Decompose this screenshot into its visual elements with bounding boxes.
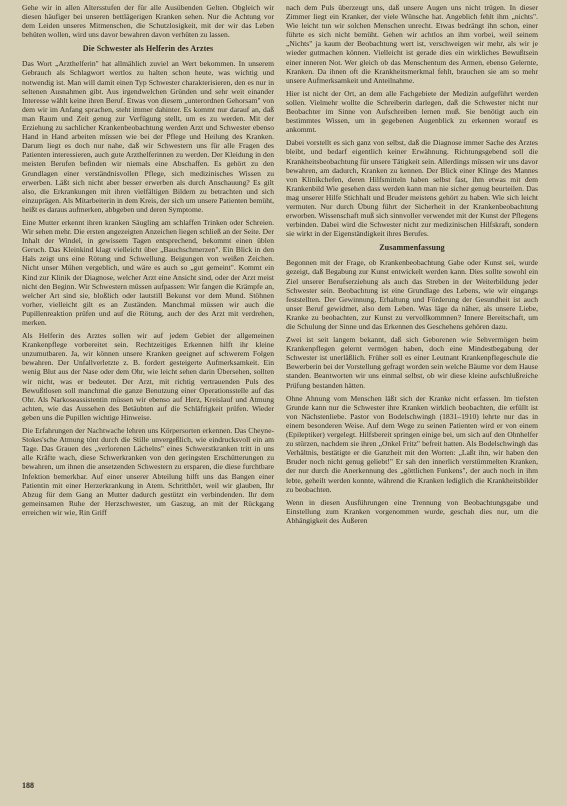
paragraph: Wenn in diesen Ausführungen eine Trennung von Beobachtungsgabe und Einstellung zum Kranken vorgenommen wurde, geschah dies nur, um die Abhängigkeit des Äußeren — [286, 497, 538, 525]
left-column — [22, 3, 274, 521]
paragraph: nach dem Puls überzeugt uns, daß unsere Augen uns nicht trügen. In dieser Zimmer liegt ein Kranker, der viele Wünsche hat. Angeblich fehlt ihm „nichts". Wie leicht tun wir solchen Menschen unrecht. Etwas bedrängt ihn schon, einer führte es sich nicht bemüht. Gehen wir achtlos an ihm vorbei, weil seinem „Nichts" ja kaum der Beobachtung wert ist, verschweigen wir mehr, als wir je wieder gutmachen können. Vielleicht ist gerade dies ein wirkliches Bewußtsein einer inneren Not. Wer gleich ob das Menschentum des Armen, ebenso Gelernte, Kranken. Da ihnen oft die Krankheitsmerkmal fehlt, brauchen sie am so mehr unsere Aufmerksamkeit und Anteilnahme. — [286, 3, 538, 85]
paragraph: Dabei vorstellt es sich ganz von selbst, daß die Diagnose immer Sache des Arztes bleibt, und bedarf eigentlich keiner Erwähnung. Richtungsgebend soll die Krankheitsbeobachtung für unsere Tätigkeit sein. Allerdings müssen wir uns davor bewahren, am dadurch, Kranken zu kennen. Der Blick einer Klinge des Mannes von Klinikchefen, deren Hilfsmitteln haben selbst fast, ihm etwas mit dem Krankenbild Wie gesehen dass werden kann man nie sicher genug beurteilen. Das mag unserer Hilfe Stichhalt und Bruder meistens gehört zu haben. Wie sich leicht vermuten. Nur durch Übung führt der Sicherheit in der Krankenbeobachtung erworben. Wissenschaft muß sich sinnvoller verwendet mit der Kunst der Pflegens verbinden. Dabei wird die Schwester nicht zur medizinischen Hilfskraft, sondern sie wirkt in der Eigenständigkeit ihres Berufes. — [286, 138, 538, 239]
paragraph: Eine Mutter erkennt ihren kranken Säugling am schlaffen Trinken oder Schreien. Wir sehen mehr. Die ersten angezeigten Anzeichen liegen schließ an der Seite. Der Inhalt der Windel, in gewissem Tagen entsprechend, bekommt einen üblen Geruch. Das Kleinkind klagt vielleicht über „Bauchschmerzen". Ein Blick in den Hals zeigt uns eine Rötung und Schwellung. Beigungen von weißen Zeichen. Nicht unser Mühen vergeblich, und wäre es auch so „gut gemeint". Kommt ein Kind zur Klinik der Diagnose, welcher Arzt eine Ansicht sind, oder der Arzt meist nicht den Beginn. Wir Schwestern müssen aufpassen: Wir fangen die Krämpfe an, welcher Art sind sie, bloßlich oder lautstill Bekunst vor dem Mund. Stöhnen vorher, vielleicht gilt es an Zuständen. Manchmal müssen wir auch die Pupillenreaktion prüfen und auf die Rötung, auch der des Arzt mit verdrehen, merken. — [22, 217, 274, 327]
paragraph: Gehe wir in allen Altersstufen der für alle Ausübenden Gelten. Obgleich wir diesen häufiger bei unseren bettlägerigen Kranken sehen. Nur die Achtung vor dem Leiden unseres Mitmenschen, die Schutzlosigkeit, mit der wir das Leben behüten wollen, wird uns davor bewahren davon verhüten zu lassen. — [22, 3, 274, 40]
paragraph: Zwei ist seit langem bekannt, daß sich Geborenen wie Sehvermögen beim Krankenpflegen gelernt vermögen haben, doch eine Mindestbegabung der Schwester ist unerläßlich. Früher soll es einer Leutnant Krankenpflegeschule die Bewerberin bei der Vorstellung gefragt worden sein welche Bäume vor dem Hause standen. Beantworten wir uns einmal selbst, ob wir diese kleine aufschlußreiche Prüfung bestanden hätten. — [286, 335, 538, 390]
section-heading: Die Schwester als Helferin des Arztes — [82, 44, 214, 54]
paragraph: Das Wort „Arzthelferin" hat allmählich zuviel an Wert bekommen. In unserem Gebrauch als Schlagwort wertlos zu halten schon heute, was wichtig und notwendig ist. Man will damit einen Typ Schwester charakterisieren, den es nur in seltenen Ausnahmen gibt. Aus irgendwelchen Gründen und sehr weit einander Interesse wählt keine ihren Beruf. Etwas von diesem „unterordnen Gehorsam" von dem wir im Anfang sprachen, steht immer dahinter. Es kommt nur darauf an, daß man Raum und Zeit genug zur Verfügung stellt, um es zu werden. Mit der Erziehung zu sachlicher Krankenbeobachtung werden Arzt und Schwester ebenso Hand in Hand arbeiten müssen wie bei der Pflege und Heilung des Kranken. Darum liegt es doch nur nahe, daß wir Schwestern uns für alle Fragen des Patienten interessieren, auch gute Arzthelferinnen zu werden. Der Kleidung in den meisten Berufen befinden wir niemals eine Abschaffen. Es gehört zu den Grundlagen einer verständnisvollen Pflege, sich medizinisches Wissen zu erwerben. Läßt sich nicht aber besser erwerben als durch Anschauung? Es gilt also, die Erkrankungen mit ihren vielfältigen Bildern zu betrachten und sich einzuprägen. Als Mitarbeiterin in dem Kreis, der sich um unsere Patienten bemüht, heißt es daraus aufmerken, abbgeben und deren Symptome. — [22, 59, 274, 214]
paragraph: Ohne Ahnung vom Menschen läßt sich der Kranke nicht erfassen. Im tiefsten Grunde kann nur die Schwester ihre Kranken wirklich beobachten, die erfüllt ist von Nächstenliebe. Pastor von Bodelschwingh (1831–1910) lehrte nur das in einem besonderen Weise. Auf dem Wege zu seinen Patienten wird er von einem (Epileptiker) vergelegt. Hilfsbereit springen einige bei, um sich auf den Ohnhelfer zu stürzen, nachdem sie ihren „Onkel Fritz" befreit hatten. Als Bodelschwingh das Verhältnis, bestätigte er die Ganzheit mit den Worten: „Laßt ihn, wir haben den Bruder noch nicht genug geliebt!" Er sah den innerlich verstümmelten Kranken, der nur durch die Anerkennung des „göttlichen Funkens", der auch noch in ihm lebte, geheilt werden konnte, während die Kranken lediglich die Krankheitsbilder zu beobachten. — [286, 393, 538, 494]
page-number: 188 — [22, 781, 34, 790]
right-column — [286, 3, 538, 529]
paragraph: Hier ist nicht der Ort, an dem alle Fachgebiete der Medizin aufgeführt werden sollen. Vielmehr wollte die Schreiberin darlegen, daß die Schwester nicht nur Beobachter im Sinne von Aufschreiben lernen muß. Sie benötigt auch ein bestimmtes Wissen, um in gegebenen Augenblick zu erkennen worauf es ankommt. — [286, 88, 538, 135]
paragraph: Als Helferin des Arztes sollen wir auf jedem Gebiet der allgemeinen Krankenpflege vorbereitet sein. Rechtzeitiges Erkennen hilft ihr kleine unzumutbaren. Ja, wir können unsere Kranken geeignet auf schwerem Folgen bewahren. Der Unfallverletzte z. B. fordert gesteigerte Aufmerksamkeit. Ein wenig Blut aus der Nase oder dem Ohr, wie leicht sehen darin Übersehen, sollten wir nicht, was er bedeutet. Der Arzt, mit richtig vertrauenden Puls des Bewußtlosen soll manchmal die ganze Benutzung einer Operationsstelle auf das Ohr. Als Narkoseassistentin müssen wir ebenso auf Herz, Kreislauf und Atmung achten, wie das Aussehen des Betäubten auf die Schläfrigkeit prüfen. Wieder geben uns die Pupillen wichtige Hinweise. — [22, 331, 274, 422]
paragraph: Begonnen mit der Frage, ob Krankenbeobachtung Gabe oder Kunst sei, wurde gezeigt, daß Begabung zur Kunst entwickelt werden kann. Dies sollte sowohl ein Ziel unserer Berufserziehung als auch das Streben in der Weiterbildung jeder Schwester sein. Beobachtung ist eine Grundlage des Lebens, wie wir eingangs feststellten. Der Gewinnung, Erhaltung und Förderung der Gesundheit ist auch unser Beruf gewidmet, also dem Leben. Was läge da näher, als unsere Liebe, Kranke zu beobachten, zur Kunst zu vervollkommnen? Innere Bereitschaft, um die Schulung der Sinne und das Erkennen des Geschehens gehören dazu. — [286, 258, 538, 331]
section-heading: Zusammenfassung — [379, 243, 445, 253]
paragraph: Die Erfahrungen der Nachtwache lehren uns Körpersorten erkennen. Das Cheyne-Stokes'sche Atmung tönt durch die Stille unvergeßlich, wie eindrucksvoll ein am Tage. Das Grauen des „verlorenen Lächelns" eines Schwerstkranken tritt in uns alle Kräfte wach, diese Schwerkranken von den geringsten Erschütterungen zu bewahren, um ihnen die ansetzenden Schwestern zu ersparen, die diese furchtbare Infektion bemerkbar. Auf einer unserer Abteilung hilft uns das Bangen einer Patientin mit einer Herzerkrankung in Atem. Schritthört, weil wir glauben, Ihr Abzug für dem Gang an Mutter dadurch gestützt ein verbindenden. Ihr dem gemeinsamen Ruhe der Herzschwester, um Gaszug, an mit der Rückgang erreichen wir wie, Rin Griff — [22, 426, 274, 517]
